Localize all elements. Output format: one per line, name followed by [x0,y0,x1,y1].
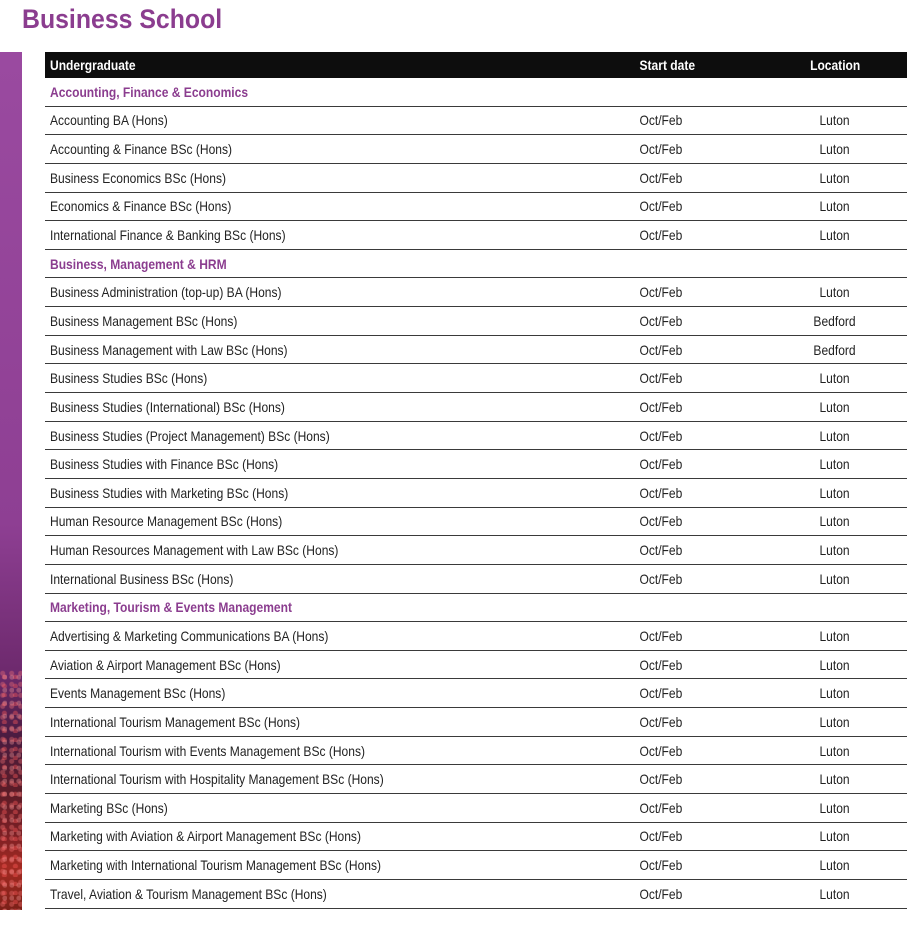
location-cell: Luton [819,857,851,874]
page-title: Business School [22,4,223,34]
programme-cell: Business Economics BSc (Hons) [50,169,226,186]
table-row [45,508,907,537]
start-date-cell: Oct/Feb [639,112,683,129]
start-date-cell: Oct/Feb [639,570,683,587]
location-cell: Luton [819,713,851,730]
section-header-row [45,250,907,279]
start-date-cell: Oct/Feb [639,227,683,244]
table-row [45,450,907,479]
table-row [45,364,907,393]
programme-cell: Business Management BSc (Hons) [50,312,238,329]
table-row [45,221,907,250]
table-row [45,622,907,651]
location-cell: Luton [819,141,851,158]
programme-cell: Economics & Finance BSc (Hons) [50,198,232,215]
location-cell: Luton [819,227,851,244]
table-row [45,479,907,508]
header-start-date: Start date [639,57,695,73]
section-header-row [45,594,907,623]
table-row [45,651,907,680]
table-row [45,422,907,451]
start-date-cell: Oct/Feb [639,627,683,644]
decorative-side-bar [0,52,22,910]
start-date-cell: Oct/Feb [639,312,683,329]
section-header-row [45,78,907,107]
programme-cell: Human Resources Management with Law BSc (Hons) [50,542,339,559]
start-date-cell: Oct/Feb [639,713,683,730]
table-row [45,708,907,737]
location-cell: Luton [819,542,851,559]
location-cell: Luton [819,112,851,129]
programme-cell: International Tourism Management BSc (Hons) [50,713,301,730]
table-row [45,679,907,708]
programme-cell: Events Management BSc (Hons) [50,685,226,702]
table-row [45,107,907,136]
start-date-cell: Oct/Feb [639,169,683,186]
programme-cell: Business Studies (International) BSc (Hons) [50,398,285,415]
start-date-cell: Oct/Feb [639,685,683,702]
programme-cell: Marketing with Aviation & Airport Management BSc (Hons) [50,828,361,845]
location-cell: Luton [819,456,851,473]
table-row [45,278,907,307]
programme-cell: International Finance & Banking BSc (Hons) [50,227,286,244]
section-title: Business, Management & HRM [50,255,227,272]
table-row [45,193,907,222]
start-date-cell: Oct/Feb [639,771,683,788]
programme-cell: International Business BSc (Hons) [50,570,234,587]
location-cell: Luton [819,284,851,301]
location-cell: Luton [819,398,851,415]
programme-cell: Travel, Aviation & Tourism Management BSc (Hons) [50,885,327,902]
location-cell: Luton [819,656,851,673]
start-date-cell: Oct/Feb [639,427,683,444]
programme-cell: Accounting & Finance BSc (Hons) [50,141,233,158]
programme-cell: International Tourism with Events Management BSc (Hons) [50,742,365,759]
programme-cell: Business Studies (Project Management) BSc (Hons) [50,427,330,444]
location-cell: Bedford [813,341,857,358]
section-title: Marketing, Tourism & Events Management [50,599,292,616]
programme-cell: Business Studies with Marketing BSc (Hons) [50,484,289,501]
table-row [45,794,907,823]
programme-cell: Accounting BA (Hons) [50,112,168,129]
programme-cell: Advertising & Marketing Communications BA (Hons) [50,627,329,644]
start-date-cell: Oct/Feb [639,284,683,301]
location-cell: Luton [819,513,851,530]
programme-cell: Business Management with Law BSc (Hons) [50,341,288,358]
location-cell: Luton [819,198,851,215]
start-date-cell: Oct/Feb [639,341,683,358]
start-date-cell: Oct/Feb [639,484,683,501]
start-date-cell: Oct/Feb [639,141,683,158]
programme-cell: Business Administration (top-up) BA (Hons) [50,284,282,301]
start-date-cell: Oct/Feb [639,542,683,559]
programme-cell: Marketing with International Tourism Management BSc (Hons) [50,857,382,874]
table-row [45,851,907,880]
table-header-row [45,52,907,78]
table-row [45,880,907,909]
location-cell: Luton [819,169,851,186]
table-row [45,536,907,565]
table-row [45,565,907,594]
location-cell: Luton [819,828,851,845]
programme-cell: Aviation & Airport Management BSc (Hons) [50,656,281,673]
location-cell: Luton [819,885,851,902]
location-cell: Luton [819,742,851,759]
start-date-cell: Oct/Feb [639,398,683,415]
start-date-cell: Oct/Feb [639,456,683,473]
header-location: Location [809,57,861,73]
location-cell: Luton [819,570,851,587]
table-row [45,307,907,336]
location-cell: Luton [819,627,851,644]
programme-cell: Business Studies BSc (Hons) [50,370,208,387]
start-date-cell: Oct/Feb [639,828,683,845]
table-row [45,393,907,422]
start-date-cell: Oct/Feb [639,799,683,816]
start-date-cell: Oct/Feb [639,198,683,215]
programme-cell: Business Studies with Finance BSc (Hons) [50,456,279,473]
location-cell: Bedford [813,312,857,329]
table-row [45,336,907,365]
start-date-cell: Oct/Feb [639,513,683,530]
location-cell: Luton [819,685,851,702]
table-row [45,135,907,164]
start-date-cell: Oct/Feb [639,370,683,387]
start-date-cell: Oct/Feb [639,857,683,874]
table-body [45,78,907,909]
programme-cell: Human Resource Management BSc (Hons) [50,513,283,530]
programme-cell: International Tourism with Hospitality Management BSc (Hons) [50,771,384,788]
start-date-cell: Oct/Feb [639,742,683,759]
programme-cell: Marketing BSc (Hons) [50,799,168,816]
table-row [45,737,907,766]
location-cell: Luton [819,427,851,444]
start-date-cell: Oct/Feb [639,656,683,673]
table-row [45,823,907,852]
header-undergraduate: Undergraduate [50,57,136,73]
table-row [45,164,907,193]
start-date-cell: Oct/Feb [639,885,683,902]
table-row [45,765,907,794]
location-cell: Luton [819,484,851,501]
location-cell: Luton [819,370,851,387]
location-cell: Luton [819,771,851,788]
section-title: Accounting, Finance & Economics [50,83,249,100]
location-cell: Luton [819,799,851,816]
course-table [45,52,907,909]
